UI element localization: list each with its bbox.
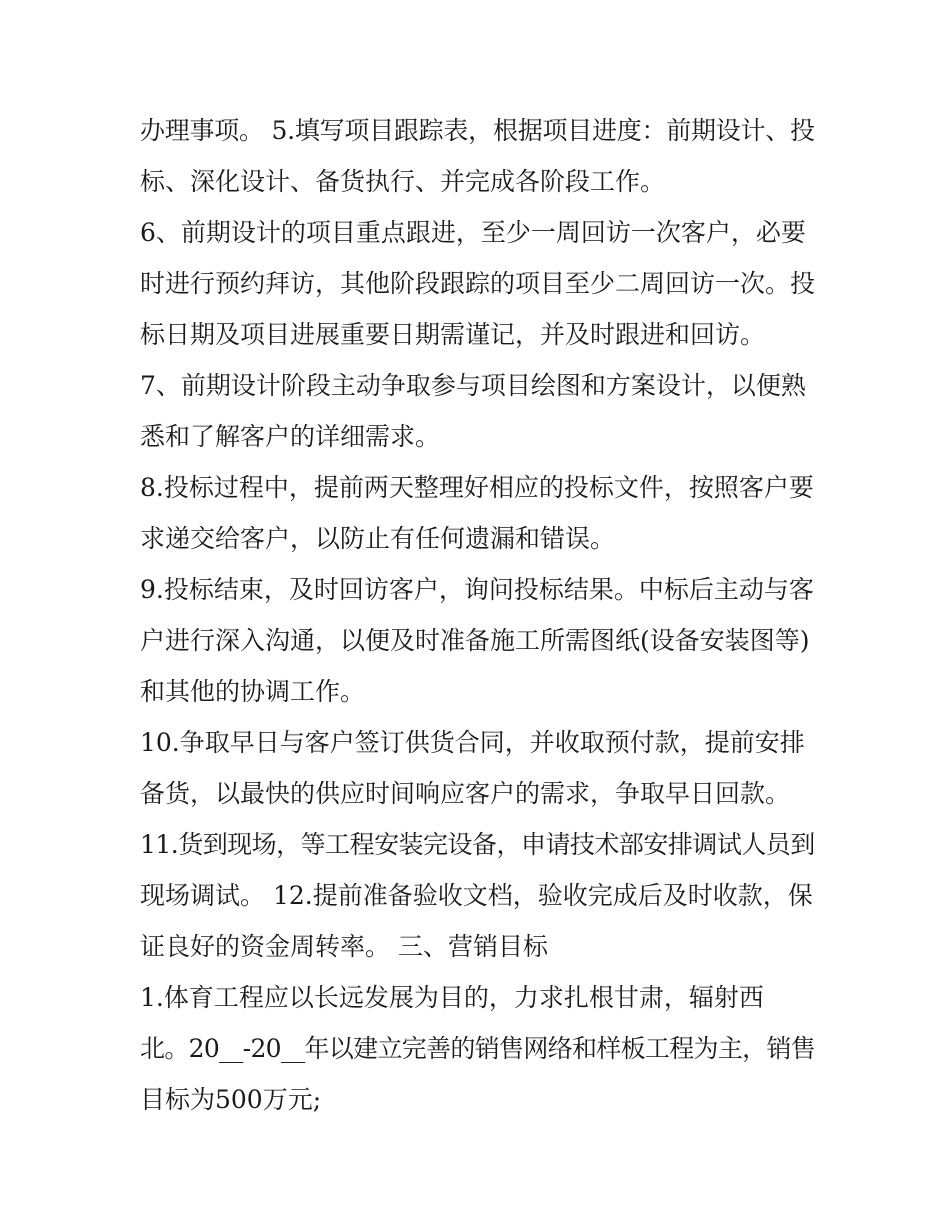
text-line: 7、前期设计阶段主动争取参与项目绘图和方案设计，以便熟: [140, 371, 806, 400]
text-line: 标、深化设计、备货执行、并完成各阶段工作。: [140, 167, 666, 196]
text-line: 10.争取早日与客户签订供货合同，并收取预付款，提前安排: [140, 728, 805, 757]
text-line: 6、前期设计的项目重点跟进，至少一周回访一次客户，必要: [140, 218, 806, 247]
text-line: 悉和了解客户的详细需求。: [140, 422, 441, 451]
text-line: 8.投标过程中，提前两天整理好相应的投标文件，按照客户要: [140, 473, 814, 502]
text-line: 户进行深入沟通，以便及时准备施工所需图纸(设备安装图等): [140, 626, 810, 655]
text-line: 1.体育工程应以长远发展为目的，力求扎根甘肃，辐射西: [140, 983, 764, 1012]
text-line: 9.投标结束，及时回访客户，询问投标结果。中标后主动与客: [140, 575, 814, 604]
text-line: 证良好的资金周转率。 三、营销目标: [140, 932, 548, 961]
text-line: 办理事项。 5.填写项目跟踪表，根据项目进度：前期设计、投: [140, 116, 815, 145]
text-line: 北。20__-20__年以建立完善的销售网络和样板工程为主，销售: [140, 1034, 816, 1063]
text-line: 11.货到现场，等工程安装完设备，申请技术部安排调试人员到: [140, 830, 815, 859]
text-line: 目标为500万元;: [140, 1085, 322, 1114]
text-line: 和其他的协调工作。: [140, 677, 366, 706]
text-line: 标日期及项目进展重要日期需谨记，并及时跟进和回访。: [140, 320, 766, 349]
text-line: 现场调试。 12.提前准备验收文档，验收完成后及时收款，保: [140, 881, 813, 910]
text-line: 求递交给客户，以防止有任何遗漏和错误。: [140, 524, 616, 553]
text-line: 时进行预约拜访，其他阶段跟踪的项目至少二周回访一次。投: [140, 269, 816, 298]
text-line: 备货，以最快的供应时间响应客户的需求，争取早日回款。: [140, 779, 791, 808]
